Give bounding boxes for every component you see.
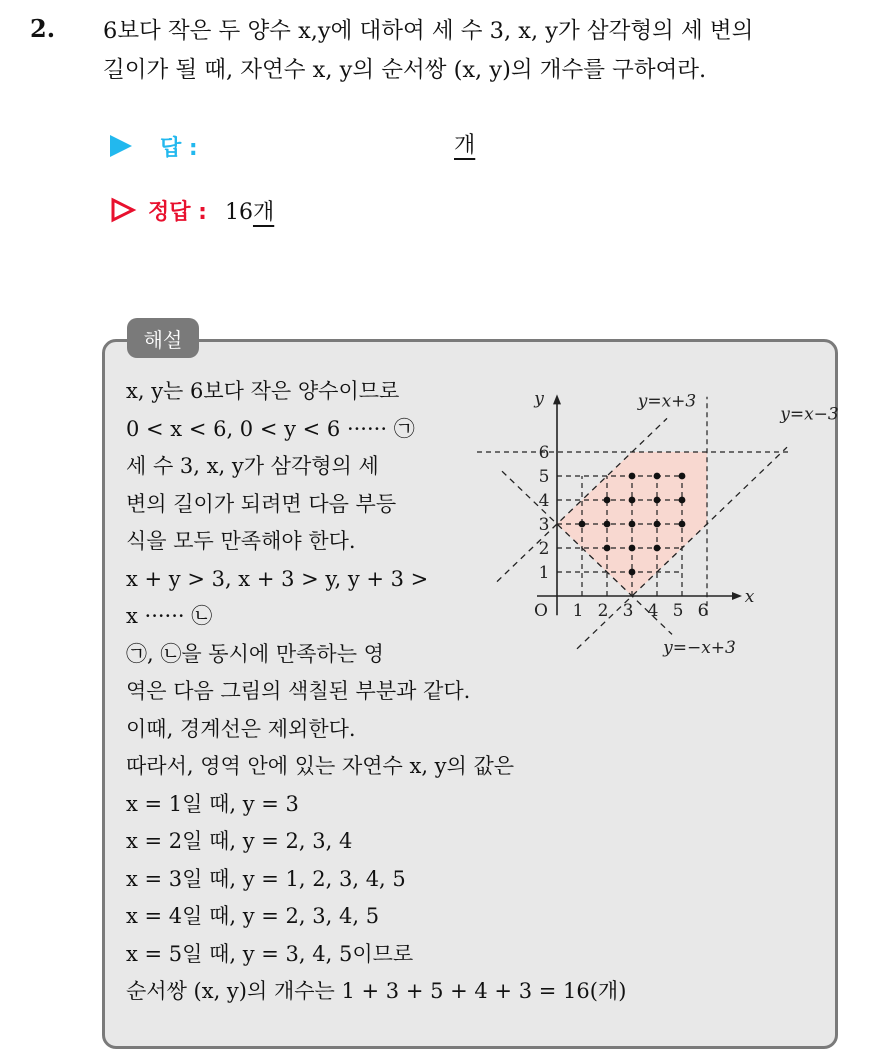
solution-tab: 해설 xyxy=(127,318,199,358)
lattice-point xyxy=(679,473,686,480)
lattice-point xyxy=(604,521,611,528)
lattice-point xyxy=(654,545,661,552)
solution-line: x + y > 3, x + 3 > y, y + 3 > xyxy=(126,566,429,591)
solution-line: x = 1일 때, y = 3 xyxy=(126,791,299,816)
correct-answer-label: 정답 : xyxy=(148,199,207,225)
solution-line: 순서쌍 (x, y)의 개수는 1 + 3 + 5 + 4 + 3 = 16(개) xyxy=(126,979,627,1003)
solution-line: x = 4일 때, y = 2, 3, 4, 5 xyxy=(126,904,380,928)
lattice-point xyxy=(654,521,661,528)
inequality-region-graph xyxy=(472,386,839,672)
answer-row xyxy=(110,128,476,164)
y-tick-label: 1 xyxy=(538,563,550,583)
y-axis-arrow-icon xyxy=(553,394,561,404)
y-tick-label: 2 xyxy=(538,539,550,559)
correct-answer-row xyxy=(110,192,274,228)
answer-label: 답 : xyxy=(160,135,198,161)
correct-answer-value xyxy=(225,195,274,226)
correct-answer-number: 16 xyxy=(224,199,253,225)
solution-line: 세 수 3, x, y가 삼각형의 세 xyxy=(126,454,379,478)
solution-line: x = 3일 때, y = 1, 2, 3, 4, 5 xyxy=(126,866,406,891)
x-tick-label: 6 xyxy=(697,601,709,621)
question-line: 길이가 될 때, 자연수 x, y의 순서쌍 (x, y)의 개수를 구하여라. xyxy=(103,57,707,83)
x-tick-label: 3 xyxy=(622,601,634,621)
y-tick-label: 6 xyxy=(538,443,550,463)
solution-line: 식을 모두 만족해야 한다. xyxy=(126,529,356,553)
x-tick-label: 4 xyxy=(647,601,659,621)
answer-unit: 개 xyxy=(454,133,476,158)
lattice-point xyxy=(604,545,611,552)
solution-line: 이때, 경계선은 제외한다. xyxy=(126,716,356,741)
play-icon xyxy=(110,135,132,157)
solution-line: x ······ ㉡ xyxy=(126,604,213,628)
solution-line: 역은 다음 그림의 색칠된 부분과 같다. xyxy=(126,679,471,703)
line-label: y=x−3 xyxy=(780,404,839,425)
lattice-point xyxy=(629,521,636,528)
question-line: 6보다 작은 두 양수 x,y에 대하여 세 수 3, x, y가 삼각형의 세 변의 xyxy=(103,18,754,44)
solution-line: x = 5일 때, y = 3, 4, 5이므로 xyxy=(126,941,414,966)
x-tick-label: 2 xyxy=(597,601,609,621)
lattice-point xyxy=(679,521,686,528)
lattice-point xyxy=(654,473,661,480)
line-label: y=−x+3 xyxy=(663,637,736,658)
lattice-point xyxy=(654,497,661,504)
outline-play-icon xyxy=(110,197,136,223)
lattice-point xyxy=(629,497,636,504)
x-axis-arrow-icon xyxy=(732,592,742,600)
solution-line: 따라서, 영역 안에 있는 자연수 x, y의 값은 xyxy=(126,754,515,778)
y-tick-label: 4 xyxy=(538,491,550,511)
lattice-point xyxy=(629,473,636,480)
solution-line: x = 2일 때, y = 2, 3, 4 xyxy=(126,829,353,853)
solution-line: 변의 길이가 되려면 다음 부등 xyxy=(126,491,397,516)
question-number: 2. xyxy=(30,14,56,43)
x-tick-label: 5 xyxy=(672,601,684,621)
x-tick-label: 1 xyxy=(572,601,584,621)
y-axis-label: y xyxy=(534,389,544,409)
lattice-point xyxy=(604,497,611,504)
y-tick-label: 3 xyxy=(538,515,550,535)
line-label: y=x+3 xyxy=(637,391,697,412)
solution-line: 0 < x < 6, 0 < y < 6 ······ ㉠ xyxy=(126,416,415,441)
question-text xyxy=(103,12,873,90)
origin-label: O xyxy=(534,601,548,621)
lattice-point xyxy=(629,545,636,552)
lattice-point xyxy=(629,569,636,576)
solution-line: ㉠, ㉡을 동시에 만족하는 영 xyxy=(126,641,384,666)
y-tick-label: 5 xyxy=(538,467,550,487)
lattice-point xyxy=(579,521,586,528)
solution-line: x, y는 6보다 작은 양수이므로 xyxy=(126,379,400,403)
lattice-point xyxy=(679,497,686,504)
x-axis-label: x xyxy=(744,587,755,607)
correct-answer-unit: 개 xyxy=(252,199,275,225)
